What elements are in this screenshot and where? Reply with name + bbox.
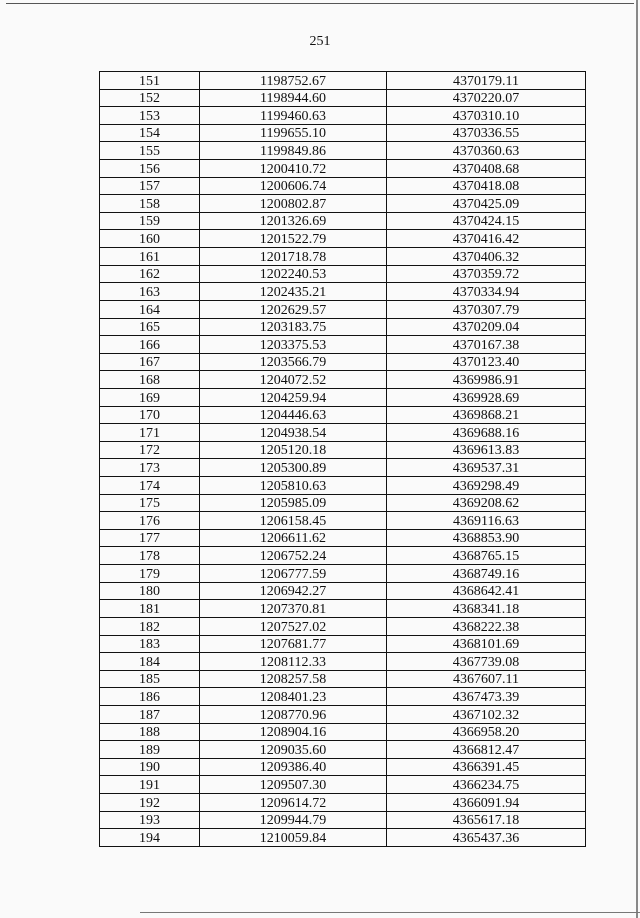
table-row (100, 758, 586, 776)
point-number-cell: 169 (100, 388, 200, 406)
table-row (100, 142, 586, 160)
y-coordinate-cell: 4368341.18 (387, 600, 586, 618)
point-number-cell: 168 (100, 371, 200, 389)
x-coordinate-cell: 1199849.86 (200, 142, 387, 160)
table-row (100, 89, 586, 107)
table-row (100, 388, 586, 406)
x-coordinate-cell: 1209035.60 (200, 741, 387, 759)
y-coordinate-cell: 4370408.68 (387, 160, 586, 178)
page-edge-top (6, 3, 634, 4)
table-row (100, 829, 586, 847)
table-row (100, 617, 586, 635)
y-coordinate-cell: 4368765.15 (387, 547, 586, 565)
table-row (100, 283, 586, 301)
point-number-cell: 181 (100, 600, 200, 618)
table-row (100, 793, 586, 811)
y-coordinate-cell: 4368642.41 (387, 582, 586, 600)
y-coordinate-cell: 4369986.91 (387, 371, 586, 389)
y-coordinate-cell: 4370336.55 (387, 124, 586, 142)
x-coordinate-cell: 1203375.53 (200, 336, 387, 354)
y-coordinate-cell: 4370123.40 (387, 353, 586, 371)
point-number-cell: 153 (100, 107, 200, 125)
table-row (100, 177, 586, 195)
x-coordinate-cell: 1209614.72 (200, 793, 387, 811)
x-coordinate-cell: 1201326.69 (200, 212, 387, 230)
table-row (100, 406, 586, 424)
x-coordinate-cell: 1209944.79 (200, 811, 387, 829)
page-number: 251 (309, 34, 331, 49)
coordinates-table-body (100, 72, 586, 847)
x-coordinate-cell: 1206752.24 (200, 547, 387, 565)
table-row (100, 723, 586, 741)
point-number-cell: 184 (100, 653, 200, 671)
table-row (100, 424, 586, 442)
y-coordinate-cell: 4366234.75 (387, 776, 586, 794)
point-number-cell: 156 (100, 160, 200, 178)
y-coordinate-cell: 4370424.15 (387, 212, 586, 230)
y-coordinate-cell: 4369208.62 (387, 494, 586, 512)
y-coordinate-cell: 4369868.21 (387, 406, 586, 424)
table-row (100, 547, 586, 565)
table-row (100, 688, 586, 706)
y-coordinate-cell: 4369116.63 (387, 512, 586, 530)
table-row (100, 512, 586, 530)
point-number-cell: 186 (100, 688, 200, 706)
table-row (100, 371, 586, 389)
table-row (100, 477, 586, 495)
point-number-cell: 155 (100, 142, 200, 160)
y-coordinate-cell: 4368101.69 (387, 635, 586, 653)
point-number-cell: 174 (100, 477, 200, 495)
point-number-cell: 191 (100, 776, 200, 794)
x-coordinate-cell: 1206158.45 (200, 512, 387, 530)
point-number-cell: 158 (100, 195, 200, 213)
x-coordinate-cell: 1205810.63 (200, 477, 387, 495)
point-number-cell: 165 (100, 318, 200, 336)
table-row (100, 459, 586, 477)
y-coordinate-cell: 4365437.36 (387, 829, 586, 847)
point-number-cell: 185 (100, 670, 200, 688)
y-coordinate-cell: 4368749.16 (387, 565, 586, 583)
x-coordinate-cell: 1202240.53 (200, 265, 387, 283)
point-number-cell: 167 (100, 353, 200, 371)
point-number-cell: 180 (100, 582, 200, 600)
x-coordinate-cell: 1209507.30 (200, 776, 387, 794)
y-coordinate-cell: 4366391.45 (387, 758, 586, 776)
table-row (100, 318, 586, 336)
x-coordinate-cell: 1207681.77 (200, 635, 387, 653)
y-coordinate-cell: 4370334.94 (387, 283, 586, 301)
table-row (100, 565, 586, 583)
table-row (100, 124, 586, 142)
x-coordinate-cell: 1205300.89 (200, 459, 387, 477)
x-coordinate-cell: 1206942.27 (200, 582, 387, 600)
y-coordinate-cell: 4368853.90 (387, 529, 586, 547)
point-number-cell: 159 (100, 212, 200, 230)
x-coordinate-cell: 1207370.81 (200, 600, 387, 618)
x-coordinate-cell: 1207527.02 (200, 617, 387, 635)
point-number-cell: 162 (100, 265, 200, 283)
point-number-cell: 178 (100, 547, 200, 565)
x-coordinate-cell: 1204259.94 (200, 388, 387, 406)
point-number-cell: 192 (100, 793, 200, 811)
page-edge-right (636, 0, 638, 918)
x-coordinate-cell: 1208770.96 (200, 705, 387, 723)
x-coordinate-cell: 1200606.74 (200, 177, 387, 195)
table-row (100, 212, 586, 230)
x-coordinate-cell: 1198944.60 (200, 89, 387, 107)
table-row (100, 353, 586, 371)
x-coordinate-cell: 1208257.58 (200, 670, 387, 688)
x-coordinate-cell: 1205120.18 (200, 441, 387, 459)
x-coordinate-cell: 1201522.79 (200, 230, 387, 248)
table-row (100, 635, 586, 653)
x-coordinate-cell: 1208401.23 (200, 688, 387, 706)
table-row (100, 72, 586, 90)
point-number-cell: 173 (100, 459, 200, 477)
y-coordinate-cell: 4369298.49 (387, 477, 586, 495)
coordinates-table (99, 71, 586, 847)
point-number-cell: 161 (100, 248, 200, 266)
point-number-cell: 193 (100, 811, 200, 829)
x-coordinate-cell: 1205985.09 (200, 494, 387, 512)
page-edge-bottom (140, 912, 640, 913)
point-number-cell: 163 (100, 283, 200, 301)
table-row (100, 230, 586, 248)
table-row (100, 705, 586, 723)
y-coordinate-cell: 4369613.83 (387, 441, 586, 459)
point-number-cell: 187 (100, 705, 200, 723)
y-coordinate-cell: 4367739.08 (387, 653, 586, 671)
x-coordinate-cell: 1203566.79 (200, 353, 387, 371)
point-number-cell: 157 (100, 177, 200, 195)
x-coordinate-cell: 1199655.10 (200, 124, 387, 142)
point-number-cell: 176 (100, 512, 200, 530)
table-row (100, 195, 586, 213)
table-row (100, 107, 586, 125)
y-coordinate-cell: 4370359.72 (387, 265, 586, 283)
x-coordinate-cell: 1200410.72 (200, 160, 387, 178)
y-coordinate-cell: 4370310.10 (387, 107, 586, 125)
point-number-cell: 190 (100, 758, 200, 776)
y-coordinate-cell: 4370406.32 (387, 248, 586, 266)
y-coordinate-cell: 4369688.16 (387, 424, 586, 442)
point-number-cell: 151 (100, 72, 200, 90)
x-coordinate-cell: 1204938.54 (200, 424, 387, 442)
point-number-cell: 175 (100, 494, 200, 512)
table-row (100, 582, 586, 600)
x-coordinate-cell: 1202629.57 (200, 300, 387, 318)
y-coordinate-cell: 4366091.94 (387, 793, 586, 811)
point-number-cell: 177 (100, 529, 200, 547)
table-row (100, 265, 586, 283)
point-number-cell: 170 (100, 406, 200, 424)
point-number-cell: 182 (100, 617, 200, 635)
table-row (100, 494, 586, 512)
point-number-cell: 160 (100, 230, 200, 248)
table-row (100, 776, 586, 794)
x-coordinate-cell: 1201718.78 (200, 248, 387, 266)
y-coordinate-cell: 4370179.11 (387, 72, 586, 90)
x-coordinate-cell: 1208904.16 (200, 723, 387, 741)
point-number-cell: 179 (100, 565, 200, 583)
table-row (100, 441, 586, 459)
x-coordinate-cell: 1202435.21 (200, 283, 387, 301)
point-number-cell: 154 (100, 124, 200, 142)
point-number-cell: 152 (100, 89, 200, 107)
point-number-cell: 194 (100, 829, 200, 847)
table-row (100, 529, 586, 547)
point-number-cell: 171 (100, 424, 200, 442)
y-coordinate-cell: 4368222.38 (387, 617, 586, 635)
y-coordinate-cell: 4367473.39 (387, 688, 586, 706)
point-number-cell: 172 (100, 441, 200, 459)
x-coordinate-cell: 1199460.63 (200, 107, 387, 125)
table-row (100, 160, 586, 178)
x-coordinate-cell: 1209386.40 (200, 758, 387, 776)
x-coordinate-cell: 1206611.62 (200, 529, 387, 547)
y-coordinate-cell: 4366812.47 (387, 741, 586, 759)
y-coordinate-cell: 4365617.18 (387, 811, 586, 829)
y-coordinate-cell: 4370167.38 (387, 336, 586, 354)
table-row (100, 811, 586, 829)
table-row (100, 248, 586, 266)
table-row (100, 600, 586, 618)
y-coordinate-cell: 4366958.20 (387, 723, 586, 741)
x-coordinate-cell: 1208112.33 (200, 653, 387, 671)
y-coordinate-cell: 4367607.11 (387, 670, 586, 688)
y-coordinate-cell: 4367102.32 (387, 705, 586, 723)
y-coordinate-cell: 4370418.08 (387, 177, 586, 195)
y-coordinate-cell: 4370307.79 (387, 300, 586, 318)
x-coordinate-cell: 1204446.63 (200, 406, 387, 424)
table-row (100, 300, 586, 318)
table-row (100, 670, 586, 688)
y-coordinate-cell: 4369928.69 (387, 388, 586, 406)
point-number-cell: 166 (100, 336, 200, 354)
point-number-cell: 183 (100, 635, 200, 653)
point-number-cell: 188 (100, 723, 200, 741)
point-number-cell: 189 (100, 741, 200, 759)
table-row (100, 741, 586, 759)
table-row (100, 336, 586, 354)
table-row (100, 653, 586, 671)
x-coordinate-cell: 1200802.87 (200, 195, 387, 213)
y-coordinate-cell: 4370209.04 (387, 318, 586, 336)
x-coordinate-cell: 1203183.75 (200, 318, 387, 336)
x-coordinate-cell: 1204072.52 (200, 371, 387, 389)
point-number-cell: 164 (100, 300, 200, 318)
x-coordinate-cell: 1210059.84 (200, 829, 387, 847)
y-coordinate-cell: 4370416.42 (387, 230, 586, 248)
x-coordinate-cell: 1206777.59 (200, 565, 387, 583)
y-coordinate-cell: 4370220.07 (387, 89, 586, 107)
y-coordinate-cell: 4370360.63 (387, 142, 586, 160)
y-coordinate-cell: 4369537.31 (387, 459, 586, 477)
x-coordinate-cell: 1198752.67 (200, 72, 387, 90)
y-coordinate-cell: 4370425.09 (387, 195, 586, 213)
